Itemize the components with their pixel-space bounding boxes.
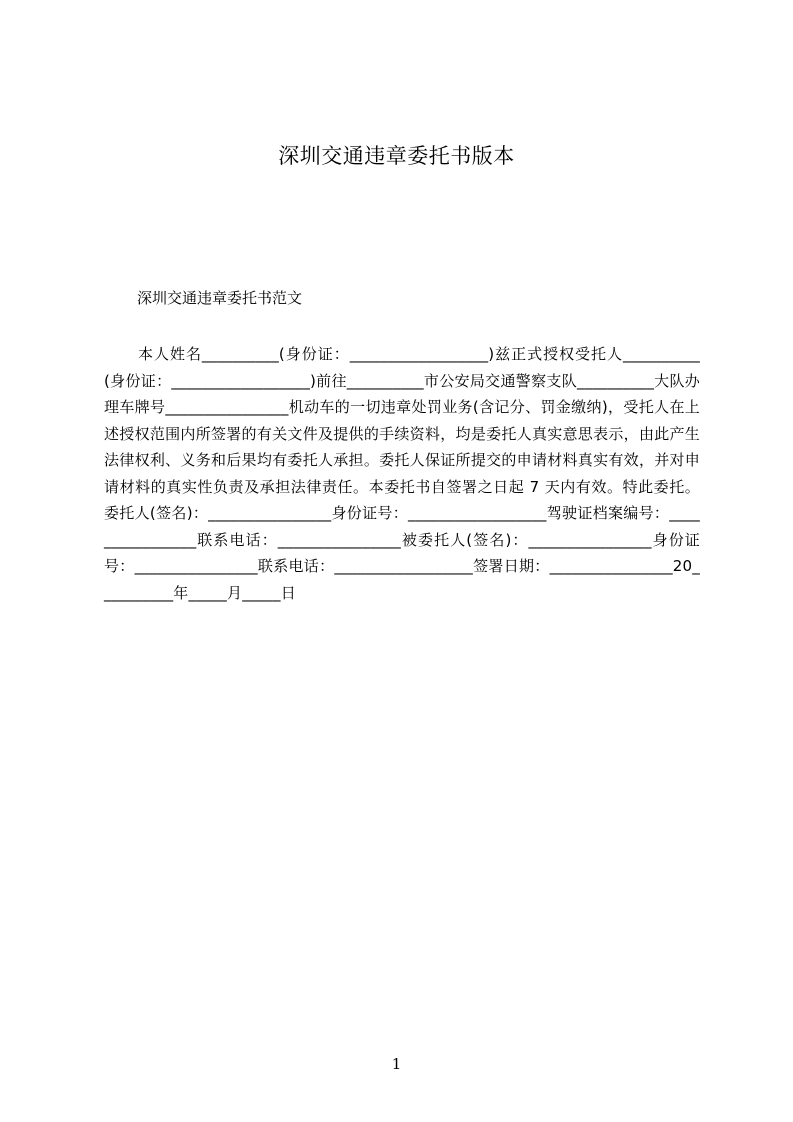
document-subtitle: 深圳交通违章委托书范文 bbox=[137, 289, 303, 307]
document-title: 深圳交通违章委托书版本 bbox=[278, 144, 515, 168]
document-body-paragraph: 本人姓名__________(身份证：__________________)兹正式授权受托人__________(身份证：__________________)前往__________市公安局交通警察支队__________大队办理车牌号________________机动车的一切违章处罚业务(含记分、罚金缴纳)，受托人在上述授权范围内所签署的有关文件及提供的手续资料，均是委托人真实意思表示，由此产生法律权利、义务和后果均有委托人承担。委托人保证所提交的申请材料真实有效，并对申请材料的真实性负责及承担法律责任。本委托书自签署之日起 7 天内有效。特此委托。委托人(签名)：________________身份证号：__________________驾驶证档案编号：________________联系电话：________________被委托人(签名)：________________身份证号：________________联系电话：__________________签署日期：________________20__________年_____月_____日 bbox=[104, 345, 700, 602]
page-number: 1 bbox=[391, 1055, 402, 1073]
